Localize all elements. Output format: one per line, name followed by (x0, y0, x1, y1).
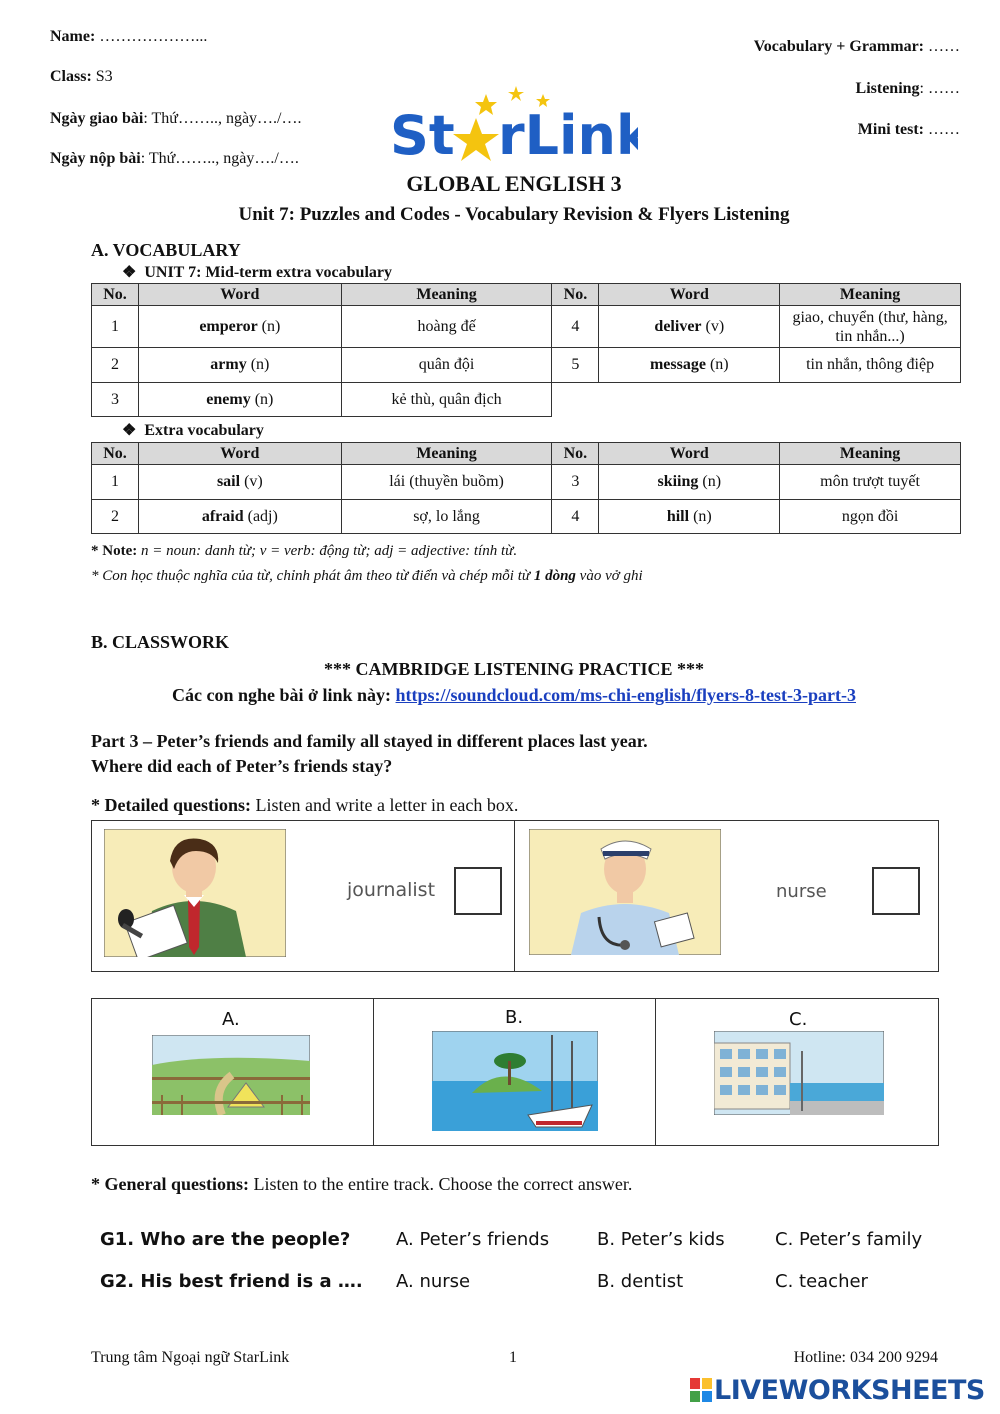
assign-date-line: Ngày giao bài: Thứ…….., ngày…./…. (50, 110, 302, 127)
general-questions-line: * General questions: Listen to the entire track. Choose the correct answer. (91, 1174, 633, 1194)
table-row: 3 enemy (n) kẻ thù, quân địch (92, 383, 961, 417)
note-study: * Con học thuộc nghĩa của từ, chỉnh phát âm theo từ điển và chép mỗi từ 1 dòng vào vở ghi (91, 568, 643, 584)
diamond-bullet-icon: ❖ (122, 422, 137, 439)
journalist-picture (104, 829, 286, 957)
vocab-table-unit7 (91, 283, 961, 417)
g2-option-c[interactable]: C. teacher (775, 1271, 868, 1292)
page-subtitle: Unit 7: Puzzles and Codes - Vocabulary Revision & Flyers Listening (238, 204, 790, 225)
g2-option-a[interactable]: A. nurse (396, 1271, 471, 1292)
place-letter-b: B. (505, 1007, 524, 1028)
table-header-row: No. Word Meaning No. Word Meaning (92, 443, 961, 465)
person-label-nurse: nurse (776, 881, 827, 902)
part3-instructions: Part 3 – Peter’s friends and family all stayed in different places last year. Where did each of Peter’s friends stay? (91, 731, 648, 776)
g1-option-c[interactable]: C. Peter’s family (775, 1229, 923, 1250)
starlink-logo (388, 84, 638, 162)
people-panel (91, 820, 939, 972)
submit-date-line: Ngày nộp bài: Thứ…….., ngày…./…. (50, 150, 299, 167)
table-header-row: No. Word Meaning No. Word Meaning (92, 284, 961, 306)
liveworksheets-watermark: LIVEWORKSHEETS (690, 1375, 985, 1405)
liveworksheets-logo-icon (690, 1378, 712, 1402)
places-panel (91, 998, 939, 1146)
vocab-grammar-score: Vocabulary + Grammar: …… (753, 38, 960, 55)
place-letter-c: C. (789, 1009, 808, 1030)
link-line: Các con nghe bài ở link này: https://soundcloud.com/ms-chi-english/flyers-8-test-3-part-3 (172, 685, 856, 705)
detailed-questions-line: * Detailed questions: Listen and write a letter in each box. (91, 795, 519, 815)
place-b-island-picture (432, 1031, 598, 1131)
table-row: 1 emperor (n) hoàng đế 4 deliver (v) giao, chuyển (thư, hàng, tin nhắn...) (92, 306, 961, 348)
class-line: Class: S3 (50, 68, 113, 85)
place-a-camping-picture (152, 1035, 310, 1115)
section-a-heading: A. VOCABULARY (91, 240, 241, 260)
mini-test-score: Mini test: …… (857, 121, 960, 138)
section-b-heading: B. CLASSWORK (91, 632, 230, 652)
question-g1: G1. Who are the people? (100, 1229, 351, 1250)
table-row: 2 afraid (adj) sợ, lo lắng 4 hill (n) ngọn đồi (92, 500, 961, 534)
table-row: 2 army (n) quân đội 5 message (n) tin nhắn, thông điệp (92, 348, 961, 383)
page-title: GLOBAL ENGLISH 3 (406, 171, 622, 196)
g1-option-a[interactable]: A. Peter’s friends (396, 1229, 550, 1250)
table-row: 1 sail (v) lái (thuyền buồm) 3 skiing (n) môn trượt tuyết (92, 465, 961, 500)
listening-score: Listening: …… (855, 80, 960, 97)
footer-center-name: Trung tâm Ngoại ngữ StarLink (91, 1349, 290, 1366)
practice-title: *** CAMBRIDGE LISTENING PRACTICE *** (323, 659, 705, 679)
answer-box-journalist[interactable] (454, 867, 502, 915)
g1-option-b[interactable]: B. Peter’s kids (597, 1229, 725, 1250)
soundcloud-link[interactable]: https://soundcloud.com/ms-chi-english/flyers-8-test-3-part-3 (395, 685, 856, 705)
place-letter-a: A. (222, 1009, 240, 1030)
table1-caption: ❖ UNIT 7: Mid-term extra vocabulary (122, 264, 392, 281)
footer-hotline: Hotline: 034 200 9294 (793, 1349, 938, 1366)
answer-box-nurse[interactable] (872, 867, 920, 915)
note-pos: * Note: n = noun: danh từ; v = verb: động từ; adj = adjective: tính từ. (91, 543, 518, 559)
page-number: 1 (509, 1349, 517, 1366)
place-c-hotel-picture (714, 1031, 884, 1115)
nurse-picture (529, 829, 721, 955)
g2-option-b[interactable]: B. dentist (597, 1271, 684, 1292)
logo-star-o-icon (453, 118, 499, 161)
svg-text:rLink: rLink (498, 104, 638, 162)
table2-caption: ❖ Extra vocabulary (122, 422, 264, 439)
vocab-table-extra (91, 442, 961, 534)
question-g2: G2. His best friend is a …. (100, 1271, 363, 1292)
person-label-journalist: journalist (347, 879, 436, 901)
name-line: Name: ………………... (50, 28, 208, 45)
logo-text: St (390, 104, 455, 162)
diamond-bullet-icon: ❖ (122, 264, 137, 281)
